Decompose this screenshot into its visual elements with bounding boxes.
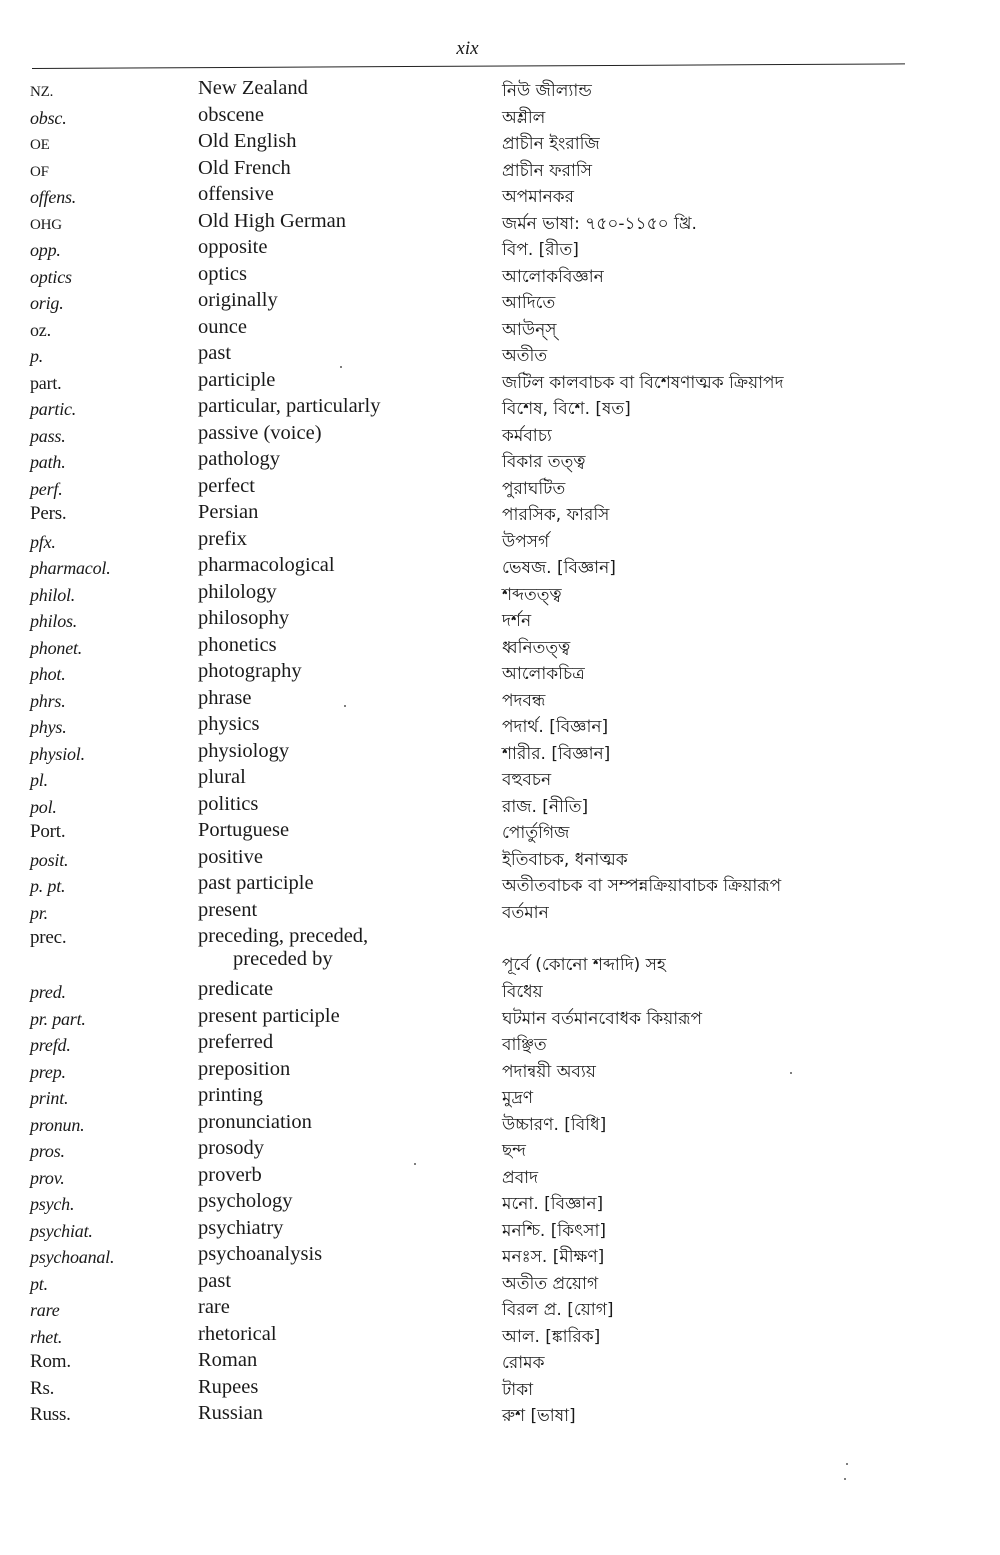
english-meaning (198, 183, 274, 206)
english-meaning (198, 819, 289, 842)
english-meaning-line: ounce (198, 315, 247, 338)
bengali-meaning: উচ্চারণ. [বিধি] (502, 1114, 607, 1135)
list-item (0, 817, 1000, 844)
bengali-meaning: রাজ. [নীতি] (502, 796, 589, 817)
abbreviation: prefd. (30, 1035, 71, 1055)
english-meaning-line: Portuguese (198, 819, 290, 841)
abbreviation: offens. (30, 187, 77, 207)
list-item (0, 844, 1000, 871)
list-item (0, 393, 1000, 420)
english-meaning (198, 1084, 263, 1107)
english-meaning-line: optics (198, 262, 247, 285)
list-item (0, 791, 1000, 818)
list-item (0, 102, 1000, 129)
list-item (0, 155, 1000, 182)
english-meaning-line: Rupees (198, 1375, 259, 1398)
abbreviation: pred. (30, 982, 66, 1002)
english-meaning-line: pathology (198, 448, 280, 470)
english-meaning (198, 554, 335, 577)
english-meaning (198, 925, 368, 971)
english-meaning-line: offensive (198, 183, 274, 205)
english-meaning-line: passive (voice) (198, 421, 322, 444)
bengali-meaning: ছন্দ (502, 1141, 526, 1161)
list-item (0, 1321, 1000, 1348)
abbreviation: optics (30, 266, 72, 287)
abbreviation: opp. (30, 240, 61, 260)
english-meaning (198, 1217, 283, 1240)
english-meaning-line: past (198, 342, 232, 364)
abbreviation: OE (30, 137, 50, 153)
english-meaning-line: preceding, preceded, (198, 925, 369, 947)
english-meaning-line: politics (198, 792, 259, 815)
english-meaning (198, 475, 255, 498)
english-meaning-line: positive (198, 845, 263, 868)
list-item (0, 976, 1000, 1003)
abbreviation: pt. (30, 1273, 48, 1294)
english-meaning (198, 316, 247, 339)
english-meaning-line: phonetics (198, 633, 277, 656)
list-item (0, 1241, 1000, 1268)
list-item (0, 632, 1000, 659)
list-item (0, 1162, 1000, 1189)
english-meaning (198, 1031, 273, 1054)
english-meaning-line: philosophy (198, 607, 290, 629)
english-meaning (198, 263, 247, 286)
english-meaning-line: past participle (198, 872, 314, 894)
english-meaning-line: psychology (198, 1190, 293, 1212)
abbreviation: pfx. (30, 531, 56, 552)
english-meaning-line: preferred (198, 1031, 274, 1053)
english-meaning-line: particular, particularly (198, 395, 381, 417)
english-meaning-line: physiology (198, 739, 290, 762)
list-item (0, 923, 1000, 976)
list-item (0, 75, 1000, 102)
english-meaning (198, 607, 289, 630)
bengali-meaning: ভেষজ. [বিজ্ঞান] (502, 558, 616, 578)
bengali-meaning: আলোকবিজ্ঞান (502, 266, 604, 287)
english-meaning-line: perfect (198, 474, 255, 497)
abbreviation: orig. (30, 293, 64, 313)
abbreviation: rare (30, 1300, 60, 1320)
list-item (0, 1347, 1000, 1374)
bengali-meaning: পদান্বয়ী অব্যয় (502, 1061, 596, 1082)
abbreviation: NZ. (30, 84, 54, 100)
list-item (0, 340, 1000, 367)
abbreviation: pharmacol. (30, 558, 111, 578)
abbreviation: phrs. (30, 690, 66, 711)
list-item (0, 1029, 1000, 1056)
english-meaning (198, 528, 247, 551)
english-meaning-line: Old English (198, 130, 297, 152)
bengali-meaning: আদিতে (502, 293, 556, 313)
english-meaning (198, 1164, 262, 1187)
english-meaning-line: psychiatry (198, 1216, 284, 1239)
abbreviation: OHG (30, 216, 62, 233)
abbreviation: philos. (30, 611, 78, 631)
english-meaning-line: Old French (198, 156, 291, 179)
english-meaning-line: Russian (198, 1402, 263, 1424)
abbreviation: philol. (30, 584, 76, 605)
english-meaning-line: opposite (198, 236, 268, 258)
abbreviation: psychiat. (30, 1220, 93, 1241)
english-meaning-line: obscene (198, 103, 265, 126)
abbreviation: prov. (30, 1167, 65, 1188)
bengali-meaning: মনো. [বিজ্ঞান] (502, 1194, 604, 1214)
english-meaning (198, 660, 302, 683)
bengali-meaning: প্রাচীন ইংরাজি (502, 134, 600, 154)
abbreviation: p. (30, 346, 44, 366)
english-meaning (198, 289, 278, 312)
bengali-meaning: আলোকচিত্র (502, 664, 585, 684)
abbreviation: physiol. (30, 743, 85, 764)
bengali-meaning: রোমক (502, 1353, 545, 1373)
english-meaning (198, 77, 308, 100)
list-item (0, 287, 1000, 314)
abbreviation: pl. (30, 770, 48, 790)
bengali-meaning: শারীর. [বিজ্ঞান] (502, 743, 611, 764)
list-item (0, 181, 1000, 208)
bengali-meaning: টাকা (502, 1379, 534, 1400)
bengali-meaning: দর্শন (502, 611, 532, 631)
english-meaning-line: photography (198, 660, 302, 682)
english-meaning-line: philology (198, 580, 277, 603)
list-item (0, 658, 1000, 685)
bengali-meaning: পোর্তুগিজ (502, 823, 570, 843)
list-item (0, 764, 1000, 791)
list-item (0, 499, 1000, 526)
english-meaning-line: psychoanalysis (198, 1243, 323, 1265)
english-meaning-line: prosody (198, 1137, 265, 1159)
english-meaning (198, 1137, 264, 1160)
header-rule (32, 63, 905, 69)
english-meaning (198, 1402, 263, 1425)
bengali-meaning: বিধেয় (502, 982, 543, 1002)
abbreviation: prep. (30, 1061, 66, 1082)
abbreviation: print. (30, 1088, 69, 1108)
english-meaning (198, 369, 275, 392)
english-meaning-line: present participle (198, 1004, 340, 1027)
bengali-meaning: কর্মবাচ্য (502, 425, 552, 446)
list-item (0, 738, 1000, 765)
english-meaning-continuation: preceded by (233, 948, 333, 970)
english-meaning-line: participle (198, 368, 276, 391)
list-item (0, 1003, 1000, 1030)
bengali-meaning: অশ্লীল (502, 107, 546, 128)
english-meaning-line: preposition (198, 1057, 291, 1080)
bengali-meaning: রুশ [ভাষা] (502, 1406, 576, 1426)
english-meaning (198, 978, 273, 1001)
list-item (0, 897, 1000, 924)
english-meaning-line: Roman (198, 1349, 258, 1371)
list-item (0, 128, 1000, 155)
bengali-meaning: অতীত প্রয়োগ (502, 1273, 599, 1294)
abbreviation: phonet. (30, 637, 83, 658)
english-meaning-line: printing (198, 1084, 263, 1106)
list-item (0, 1135, 1000, 1162)
english-meaning-line: predicate (198, 978, 274, 1000)
bengali-meaning: জটিল কালবাচক বা বিশেষণাত্মক ক্রিয়াপদ (502, 372, 784, 393)
list-item (0, 1215, 1000, 1242)
abbreviation: Pers. (30, 503, 67, 524)
english-meaning (198, 634, 277, 657)
english-meaning (198, 342, 231, 365)
list-item (0, 552, 1000, 579)
bengali-meaning: জর্মন ভাষা: ৭৫০-১১৫০ খ্রি. (502, 213, 697, 234)
abbreviation-list (0, 75, 1000, 1427)
bengali-meaning: আউন্‌স্‌ (502, 319, 557, 340)
abbreviation: obsc. (30, 107, 67, 128)
bengali-meaning: পুরাঘটিত (502, 478, 566, 499)
abbreviation: pass. (30, 425, 66, 446)
english-meaning (198, 1270, 231, 1293)
abbreviation: psych. (30, 1194, 75, 1214)
bengali-meaning: বিরল প্র. [য়োগ] (502, 1300, 614, 1320)
abbreviation: Rom. (30, 1351, 71, 1372)
english-meaning (198, 1323, 277, 1346)
abbreviation: rhet. (30, 1326, 63, 1347)
list-item (0, 605, 1000, 632)
bengali-meaning: ইতিবাচক, ধনাত্মক (502, 849, 628, 870)
english-meaning-line: plural (198, 766, 246, 788)
english-meaning (198, 1296, 230, 1319)
bengali-meaning: নিউ জীল্যান্ড (502, 81, 592, 101)
english-meaning (198, 236, 267, 259)
english-meaning (198, 713, 260, 736)
english-meaning (198, 104, 264, 127)
english-meaning (198, 448, 280, 471)
bengali-meaning: অপমানকর (502, 187, 575, 207)
english-meaning-line: physics (198, 713, 260, 735)
list-item (0, 1268, 1000, 1295)
abbreviation: Russ. (30, 1404, 71, 1425)
bengali-meaning: আল. [ঙ্কারিক] (502, 1326, 601, 1347)
english-meaning (198, 501, 258, 524)
bengali-meaning: শব্দতত্ত্ব (502, 584, 562, 605)
english-meaning-line: originally (198, 289, 278, 311)
bengali-meaning: বিকার তত্ত্ব (502, 452, 586, 472)
abbreviation: phot. (30, 664, 66, 684)
abbreviation: phys. (30, 717, 67, 737)
list-item (0, 685, 1000, 712)
english-meaning-line: pronunciation (198, 1110, 312, 1133)
list-item (0, 314, 1000, 341)
list-item (0, 1082, 1000, 1109)
english-meaning-line: pharmacological (198, 554, 335, 576)
abbreviation: part. (30, 372, 62, 393)
abbreviation: oz. (30, 319, 51, 340)
english-meaning-line: Old High German (198, 209, 347, 232)
english-meaning (198, 130, 297, 153)
list-item (0, 367, 1000, 394)
abbreviation: pr. part. (30, 1008, 86, 1029)
bengali-meaning: ঘটমান বর্তমানবোধক কিয়ারূপ (502, 1008, 703, 1029)
english-meaning (198, 1190, 293, 1213)
bengali-meaning: মুদ্রণ (502, 1088, 534, 1108)
english-meaning (198, 793, 258, 816)
english-meaning (198, 740, 289, 763)
abbreviation: Rs. (30, 1377, 55, 1399)
bengali-meaning: মনশ্চি. [কিৎসা] (502, 1220, 607, 1241)
abbreviation: p. pt. (30, 876, 66, 896)
bengali-meaning: বিপ. [রীত] (502, 240, 579, 260)
abbreviation: pronun. (30, 1114, 85, 1135)
list-item (0, 870, 1000, 897)
list-item (0, 1188, 1000, 1215)
list-item (0, 526, 1000, 553)
english-meaning (198, 1058, 290, 1081)
list-item (0, 234, 1000, 261)
list-item (0, 1374, 1000, 1401)
abbreviation: posit. (30, 849, 69, 870)
list-item (0, 711, 1000, 738)
bengali-meaning: প্রবাদ (502, 1167, 539, 1188)
list-item (0, 1056, 1000, 1083)
page-number: xix (456, 38, 479, 59)
english-meaning-line: present (198, 898, 258, 921)
bengali-meaning: মনঃস. [মীক্ষণ] (502, 1247, 605, 1267)
list-item (0, 579, 1000, 606)
bengali-meaning: ধ্বনিতত্ত্ব (502, 637, 571, 658)
english-meaning-line: prefix (198, 527, 247, 550)
list-item (0, 1400, 1000, 1427)
english-meaning-line: past (198, 1269, 232, 1292)
english-meaning-line: New Zealand (198, 77, 308, 99)
abbreviation: path. (30, 452, 66, 472)
list-item (0, 1109, 1000, 1136)
abbreviation: psychoanal. (30, 1247, 115, 1267)
abbreviation: partic. (30, 399, 77, 419)
english-meaning-line: rhetorical (198, 1322, 277, 1345)
abbreviation: OF (30, 163, 49, 180)
list-item (0, 208, 1000, 235)
english-meaning (198, 210, 346, 233)
english-meaning (198, 1243, 322, 1266)
bengali-meaning: পদবন্ধ (502, 690, 546, 711)
list-item (0, 420, 1000, 447)
english-meaning (198, 422, 322, 445)
english-meaning-line: Persian (198, 501, 259, 523)
list-item (0, 1294, 1000, 1321)
bengali-meaning: বর্তমান (502, 902, 549, 923)
english-meaning (198, 1376, 258, 1399)
abbreviation: pol. (30, 796, 57, 817)
english-meaning (198, 581, 277, 604)
bengali-meaning: অতীত (502, 346, 548, 366)
english-meaning (198, 899, 257, 922)
english-meaning (198, 1005, 340, 1028)
bengali-meaning: বাঞ্ছিত (502, 1035, 547, 1055)
bengali-meaning: অতীতবাচক বা সম্পন্নক্রিয়াবাচক ক্রিয়ারূপ (502, 876, 782, 896)
english-meaning (198, 157, 291, 180)
abbreviation: pros. (30, 1141, 65, 1161)
abbreviation: perf. (30, 478, 63, 499)
english-meaning (198, 1111, 312, 1134)
english-meaning-line: proverb (198, 1163, 262, 1186)
bengali-meaning: বহুবচন (502, 770, 552, 790)
bengali-meaning: পদার্থ. [বিজ্ঞান] (502, 717, 609, 737)
bengali-meaning: প্রাচীন ফরাসি (502, 160, 593, 181)
abbreviation: pr. (30, 902, 48, 923)
english-meaning (198, 846, 263, 869)
english-meaning (198, 766, 246, 789)
bengali-meaning: পারসিক, ফারসি (502, 505, 610, 525)
english-meaning (198, 872, 314, 895)
english-meaning (198, 1349, 257, 1372)
english-meaning (198, 687, 252, 710)
english-meaning-line: phrase (198, 686, 252, 709)
bengali-meaning: উপসর্গ (502, 531, 550, 552)
bengali-meaning: বিশেষ, বিশে. [ষত] (502, 399, 631, 419)
english-meaning (198, 395, 380, 418)
abbreviation: prec. (30, 927, 67, 948)
abbreviation: Port. (30, 821, 66, 842)
list-item (0, 261, 1000, 288)
list-item (0, 473, 1000, 500)
bengali-meaning: পূর্বে (কোনো শব্দাদি) সহ (502, 955, 666, 975)
english-meaning-line: rare (198, 1296, 230, 1318)
list-item (0, 446, 1000, 473)
